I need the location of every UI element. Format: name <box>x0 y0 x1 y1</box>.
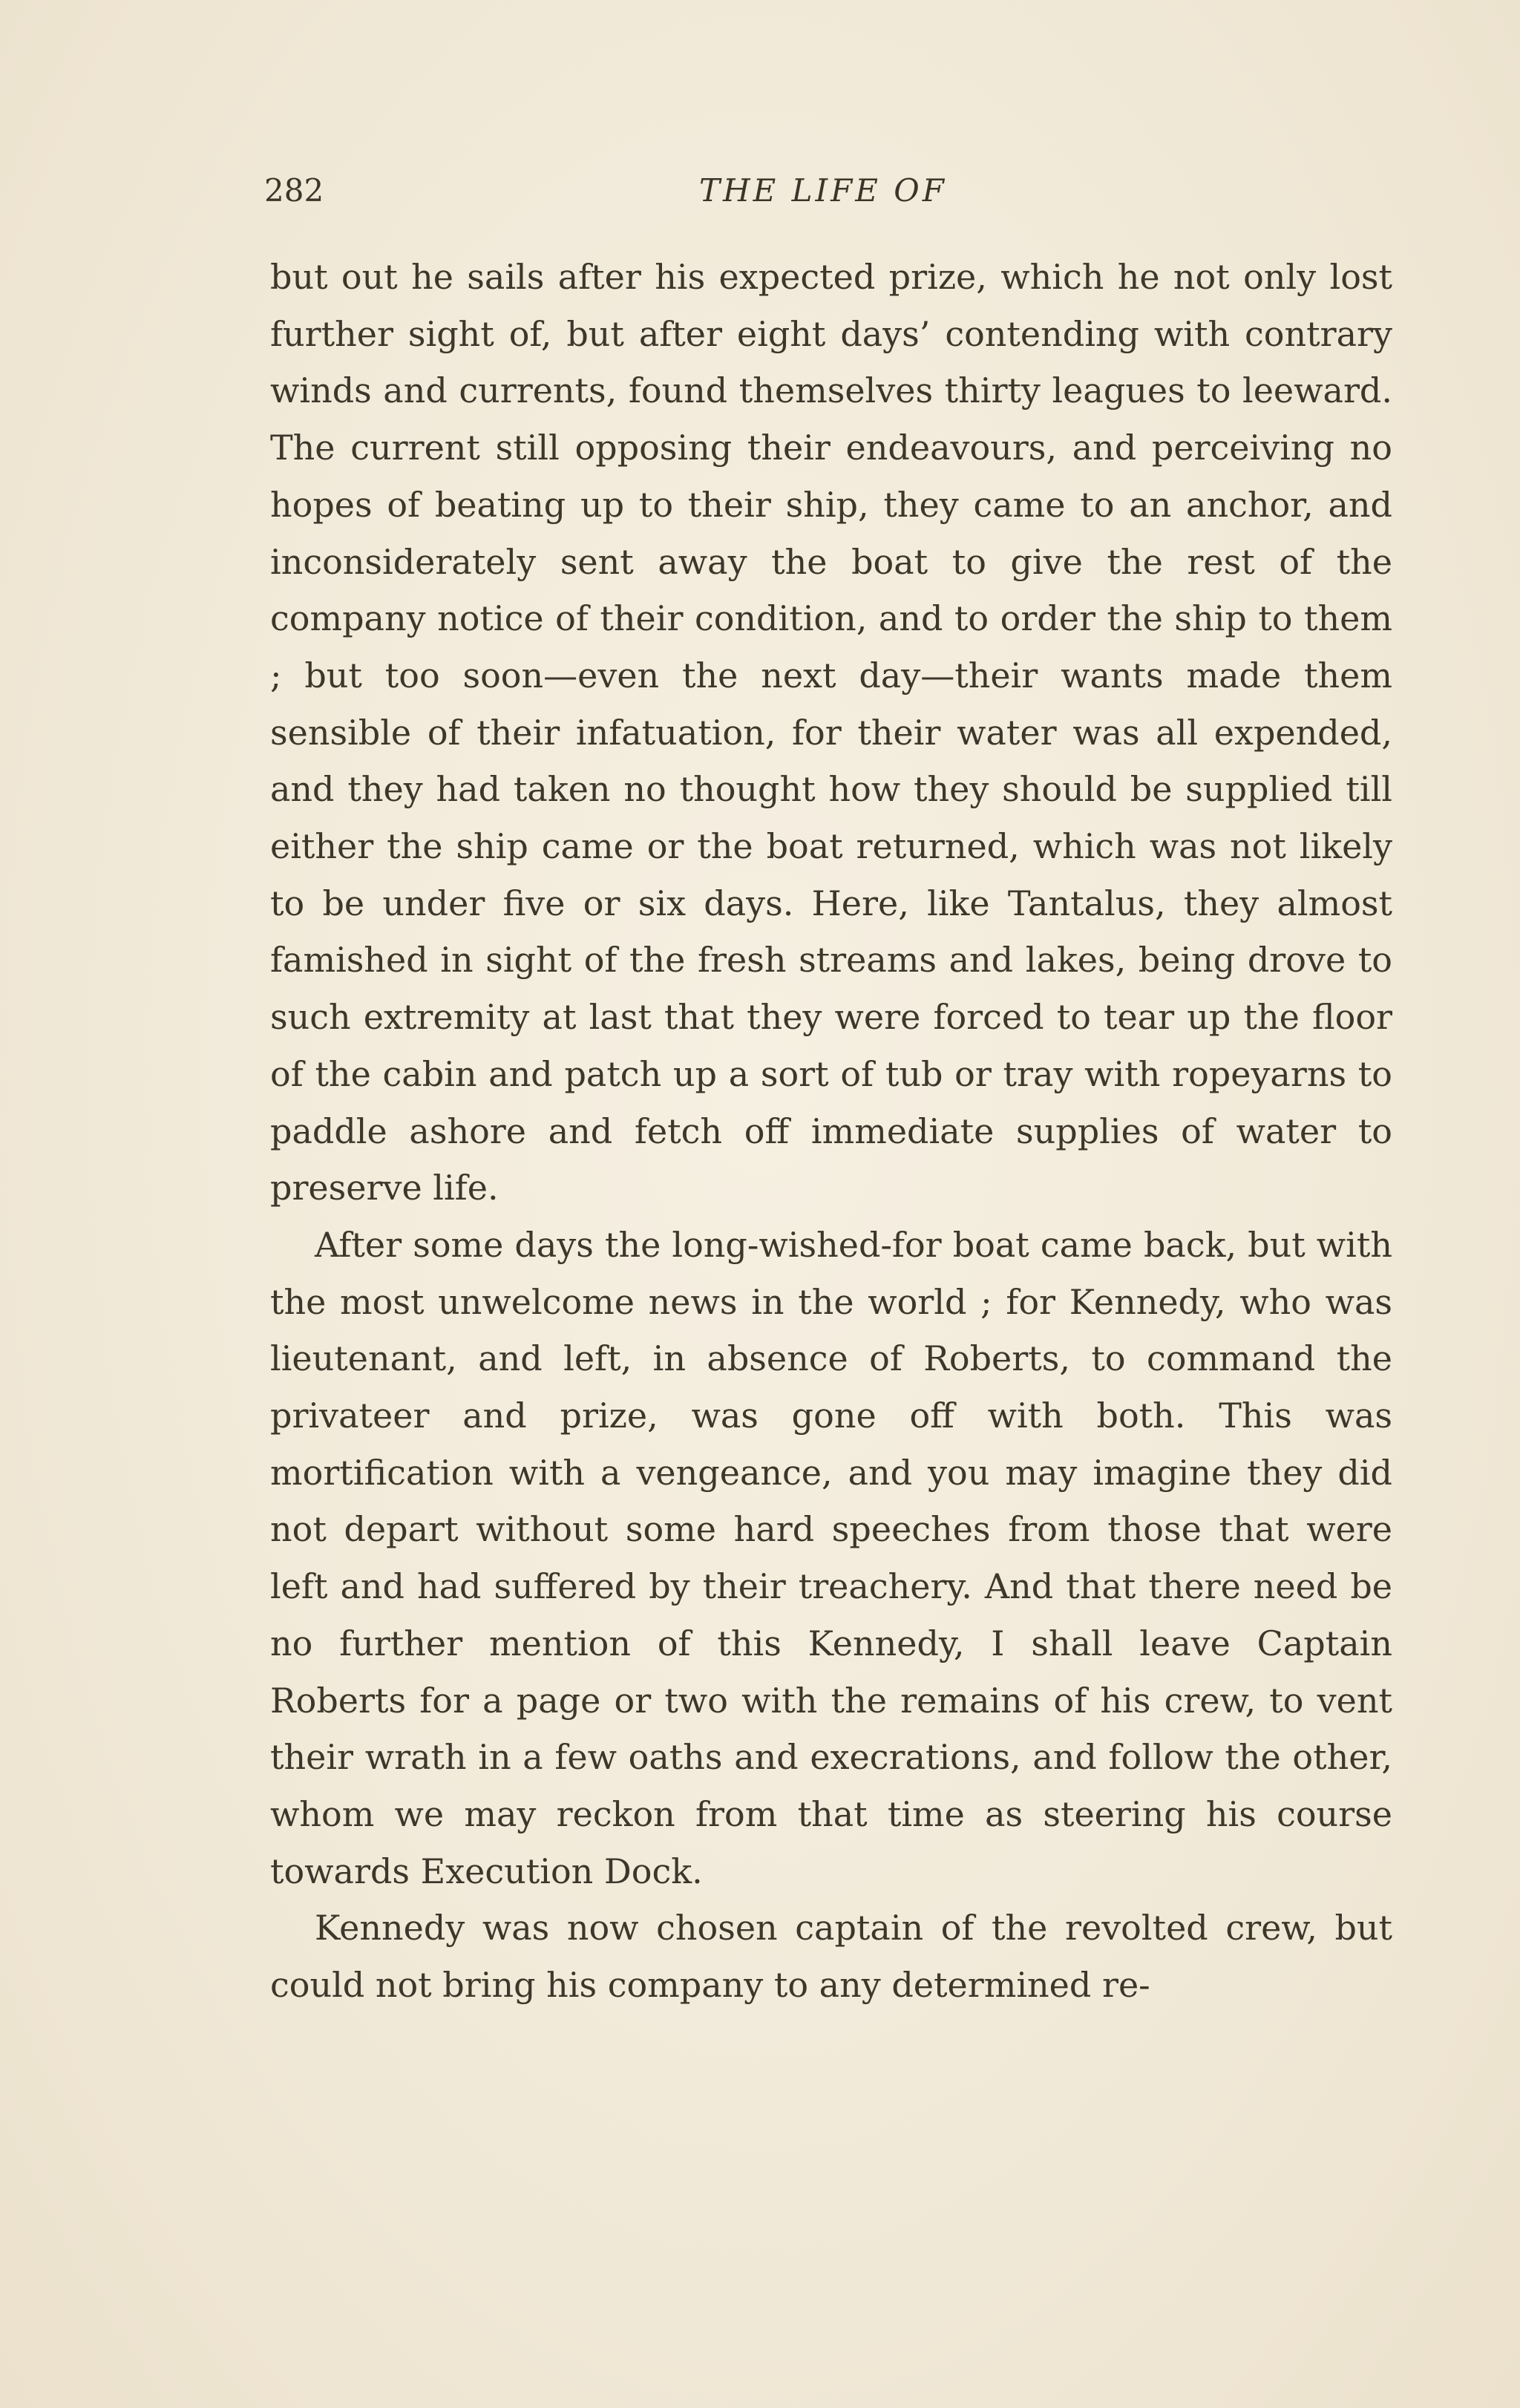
running-head <box>264 165 1392 217</box>
running-title: THE LIFE OF <box>699 172 947 209</box>
paragraph: Kennedy was now chosen captain of the revolted crew, but could not bring his company to any determined re- <box>270 1908 1392 2006</box>
page-number: 282 <box>264 172 324 209</box>
paragraph: but out he sails after his expected prize, which he not only lost further sight of, but after eight days’ contending with contrary winds and currents, found themselves thirty leagues to leeward. The current still opposing their endeavours, and perceiving no hopes of beating up to their ship, they came to an anchor, and inconsiderately sent away the boat to give the rest of the company notice of their condition, and to order the ship to them ; but too soon—even the next day—their wants made them sensible of their infatuation, for their water was all expended, and they had taken no thought how they should be supplied till either the ship came or the boat returned, which was not likely to be under five or six days. Here, like Tantalus, they almost famished in sight of the fresh streams and lakes, being drove to such extremity at last that they were forced to tear up the floor of the cabin and patch up a sort of tub or tray with ropeyarns to paddle ashore and fetch off immediate supplies of water to preserve life. <box>270 257 1392 1208</box>
body-text <box>270 249 1392 2014</box>
paragraph: After some days the long-wished-for boat came back, but with the most unwelcome news in the world ; for Kennedy, who was lieutenant, and left, in absence of Roberts, to command the privateer and prize, was gone off with both. This was mortification with a vengeance, and you may imagine they did not depart without some hard speeches from those that were left and had suffered by their treachery. And that there need be no further mention of this Kennedy, I shall leave Captain Roberts for a page or two with the remains of his crew, to vent their wrath in a few oaths and execrations, and follow the other, whom we may reckon from that time as steering his course towards Execution Dock. <box>270 1224 1392 1891</box>
